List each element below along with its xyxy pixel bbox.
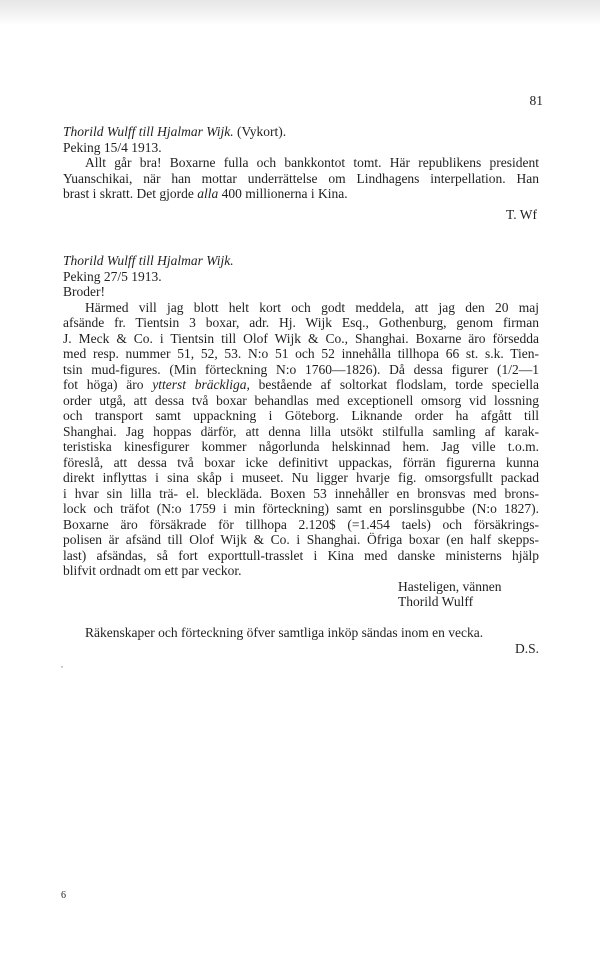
body-line: tsin mud-figures. (Min förteckning N:o 1760—1826). Då dessa figurer (1/2—1 bbox=[63, 361, 539, 377]
signature: Thorild Wulff bbox=[398, 594, 474, 609]
signature: T. Wf bbox=[506, 206, 537, 222]
page-number: 81 bbox=[529, 93, 543, 108]
body-line: och transport samt uppackning i Göteborg. Liknande order ha afgått till bbox=[63, 408, 539, 423]
letter-heading bbox=[63, 124, 539, 140]
heading-names: Thorild Wulff till Hjalmar Wijk. bbox=[63, 124, 234, 139]
dateline: Peking 15/4 1913. bbox=[63, 139, 162, 155]
letter-main bbox=[63, 253, 539, 610]
salutation: Broder! bbox=[63, 284, 105, 299]
ps-signature: D.S. bbox=[514, 641, 539, 656]
body-line: blifvit ordnadt om ett par veckor. bbox=[63, 563, 242, 578]
body-line: i hvar sin lilla trä- el. bleckläda. Boxen 53 innehåller en bronsvas med brons- bbox=[63, 485, 539, 501]
body-line: Allt går bra! Boxarne fulla och bankkontot tomt. Här republikens president bbox=[85, 155, 539, 170]
letter-postcard bbox=[63, 124, 539, 222]
body-line: teristiska kinesfigurer kommer någorlunda helskinnad hem. Jag ville t.o.m. bbox=[63, 439, 539, 454]
body-line: fot höga) äro ytterst bräckliga, bestående af soltorkat flodslam, torde speciella bbox=[63, 377, 539, 392]
body-line: direkt inflyttas i sina skåp i museet. Nu ligger hvarje fig. omsorgsfullt packad bbox=[63, 470, 539, 485]
letter-heading: Thorild Wulff till Hjalmar Wijk. bbox=[63, 253, 234, 268]
closing: Hasteligen, vännen bbox=[398, 578, 502, 594]
heading-note: (Vykort). bbox=[233, 124, 287, 139]
scan-mark: , bbox=[61, 660, 63, 669]
signature-number: 6 bbox=[61, 890, 66, 901]
body-line: med resp. nummer 51, 52, 53. N:o 51 och 52 innehålla tillhopa 66 st. s.k. Tien- bbox=[63, 346, 539, 361]
body-line: föreslå, att dessa två boxar icke definitivt uppackas, förrän figurerna kunna bbox=[63, 454, 539, 470]
body-line: Boxarne äro försäkrade för tillhopa 2.120$ (=1.454 taels) och försäkrings- bbox=[63, 516, 539, 532]
body-line: afsände fr. Tientsin 3 boxar, adr. Hj. Wijk Esq., Gothenburg, genom firman bbox=[63, 315, 539, 330]
body-line: Yuanschikai, när han mottar underrättelse om Lindhagens interpellation. Han bbox=[63, 170, 539, 186]
body-line: order utgå, att dessa två boxar behandlas med exceptionell omsorg vid lossning bbox=[63, 392, 539, 408]
body-line: Härmed vill jag blott helt kort och godt meddela, att jag den 20 maj bbox=[85, 299, 539, 315]
scan-top-shadow bbox=[0, 0, 600, 26]
body-line: brast i skratt. Det gjorde alla 400 millionerna i Kina. bbox=[63, 186, 348, 201]
postscript-block bbox=[63, 625, 539, 657]
dateline: Peking 27/5 1913. bbox=[63, 268, 162, 284]
body-line: J. Meck & Co. i Tientsin till Olof Wijk & Co., Shanghai. Boxarne äro försedda bbox=[63, 330, 539, 346]
body-line: lock och träfot (N:o 1759 i min förteckning) samt en porslinsgubbe (N:o 1827). bbox=[63, 501, 539, 516]
body-line: Shanghai. Jag hoppas därför, att denna lilla utsökt stilfulla samling af karak- bbox=[63, 423, 539, 439]
body-line: last) afsändas, så fort exporttull-trasslet i Kina med danske ministerns hjälp bbox=[63, 547, 539, 563]
body-line: polisen är afsänd till Olof Wijk & Co. i Shanghai. Öfriga boxar (en half skepps- bbox=[63, 532, 539, 547]
postscript: Räkenskaper och förteckning öfver samtliga inköp sändas inom en vecka. bbox=[85, 625, 484, 640]
